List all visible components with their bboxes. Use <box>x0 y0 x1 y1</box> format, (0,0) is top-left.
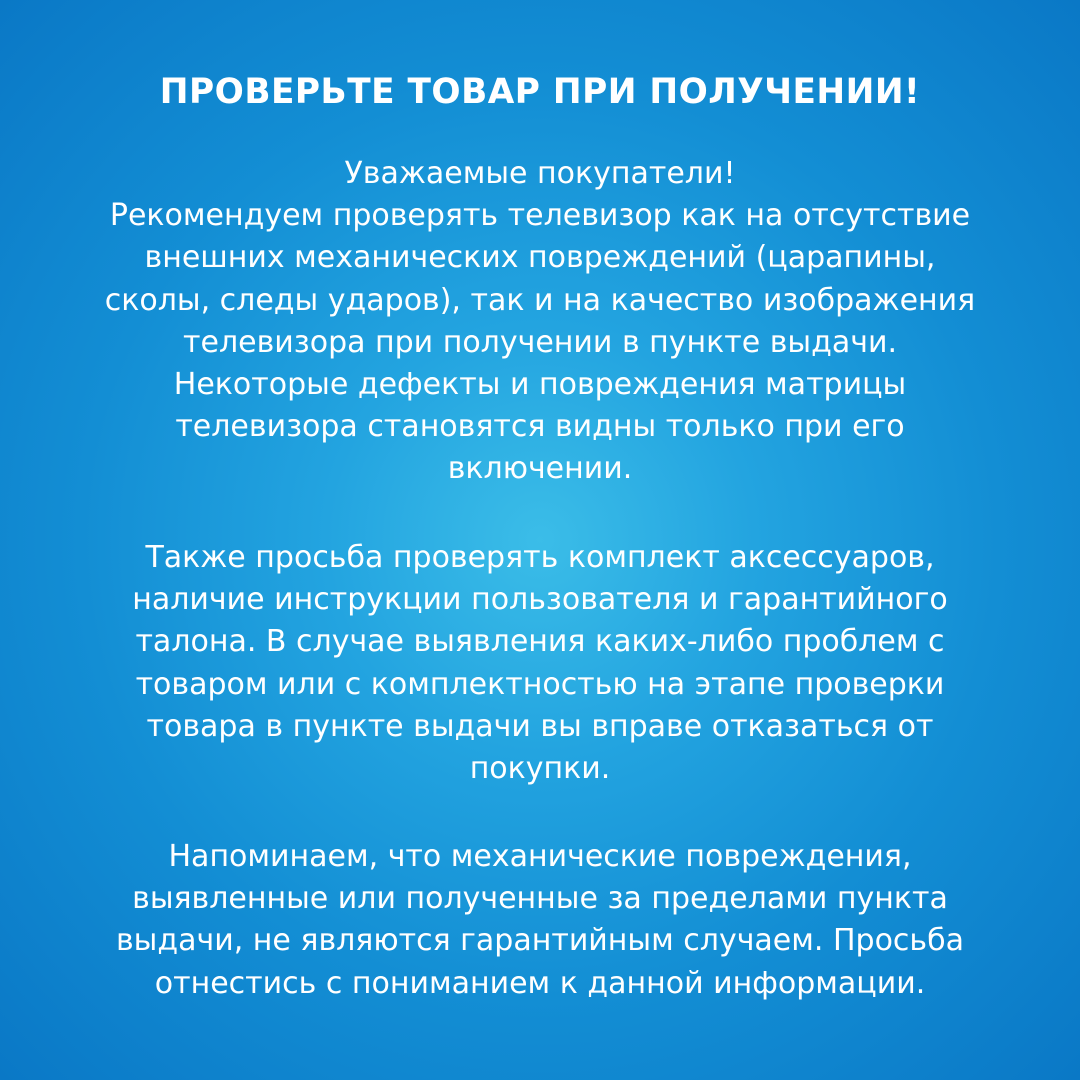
notice-line: выявленные или полученные за пределами пункта <box>132 881 948 917</box>
notice-line: Напоминаем, что механические повреждения, <box>168 839 912 874</box>
notice-line: покупки. <box>469 751 611 787</box>
notice-line: сколы, следы ударов), так и на качество изображения <box>104 282 976 318</box>
notice-title: ПРОВЕРЬТЕ ТОВАР ПРИ ПОЛУЧЕНИИ! <box>159 72 921 112</box>
notice-paragraph-reminder <box>40 836 1040 1005</box>
notice-line: Уважаемые покупатели! <box>344 156 736 191</box>
notice-line: отнестись с пониманием к данной информации. <box>154 965 926 1001</box>
notice-line: наличие инструкции пользователя и гарантийного <box>132 582 948 618</box>
notice-line: Также просьба проверять комплект аксессуаров, <box>145 540 935 575</box>
notice-line: включении. <box>447 451 633 487</box>
notice-line: выдачи, не являются гарантийным случаем. Просьба <box>116 923 964 959</box>
notice-line: Некоторые дефекты и повреждения матрицы <box>173 367 907 403</box>
notice-line: талона. В случае выявления каких-либо проблем с <box>135 624 945 660</box>
notice-paragraph-accessories <box>40 537 1040 790</box>
notice-paragraph-greeting <box>40 153 1040 491</box>
notice-line: Рекомендуем проверять телевизор как на отсутствие <box>109 198 971 234</box>
notice-line: телевизора становятся видны только при его <box>175 409 905 445</box>
notice-line: телевизора при получении в пункте выдачи. <box>183 324 897 360</box>
notice-line: товаром или с комплектностью на этапе проверки <box>135 666 945 702</box>
notice-line: внешних механических повреждений (царапины, <box>144 240 936 276</box>
notice-line: товара в пункте выдачи вы вправе отказаться от <box>146 708 934 744</box>
